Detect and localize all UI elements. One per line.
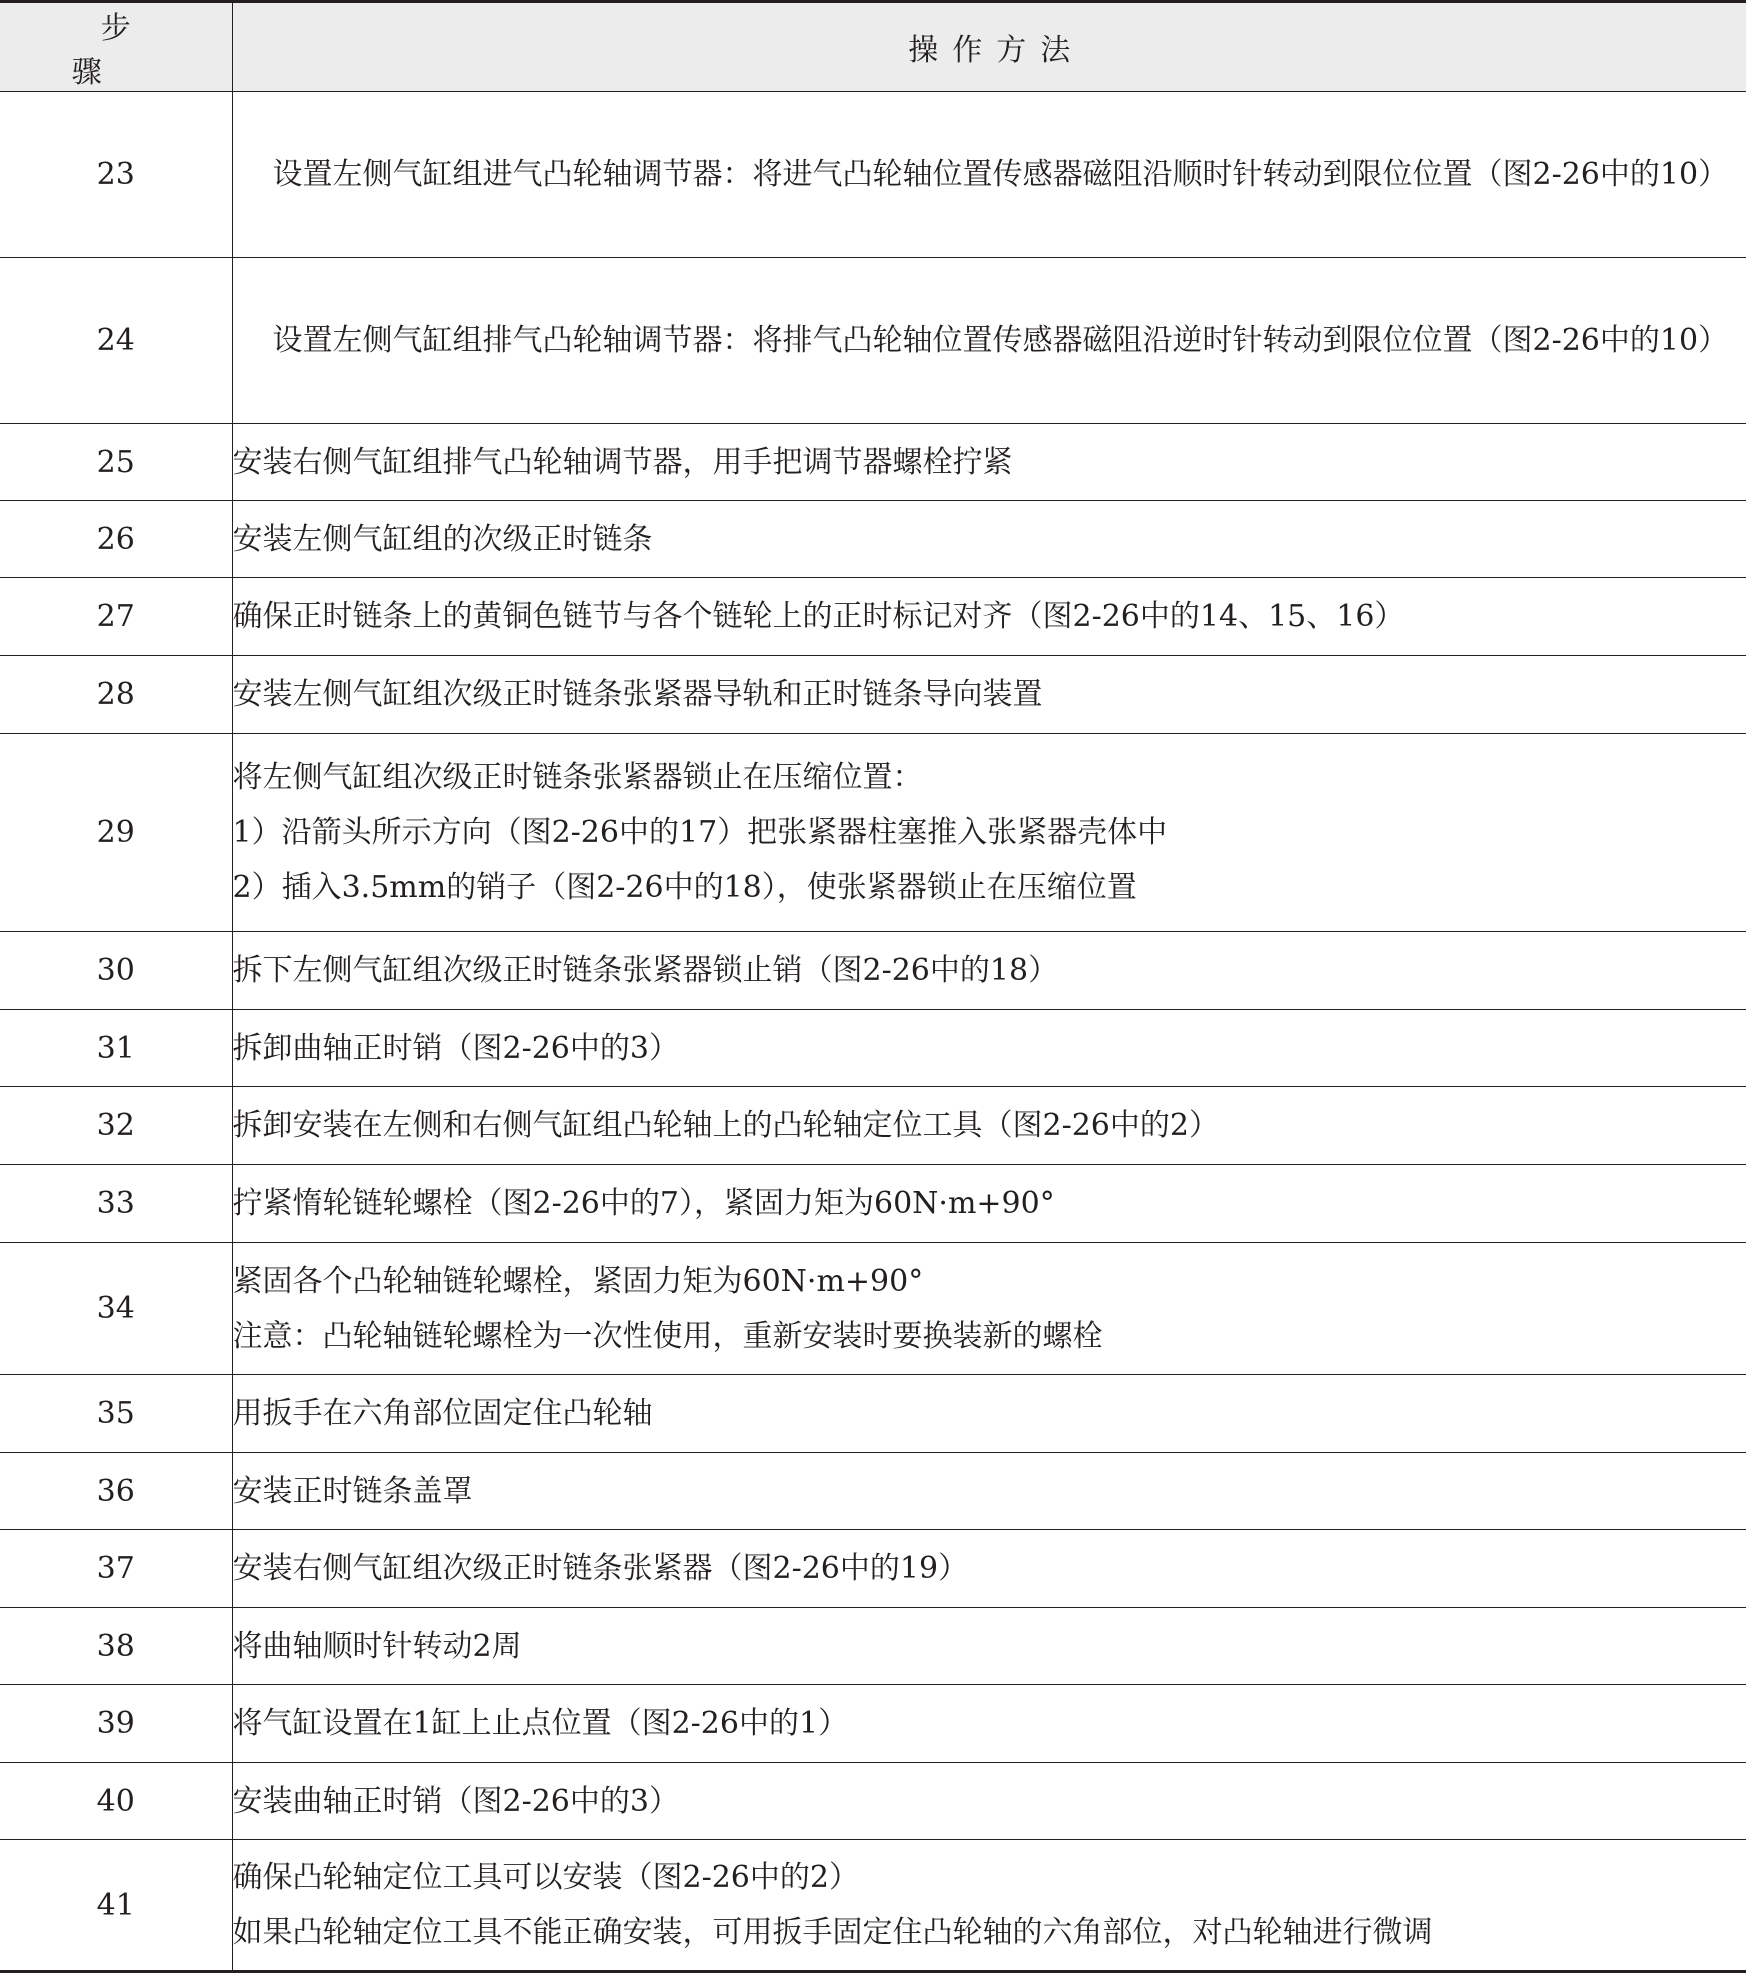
step-number: 31 — [0, 1010, 232, 1087]
table-row — [0, 734, 1746, 932]
step-number: 40 — [0, 1763, 232, 1840]
instruction-line: 安装右侧气缸组排气凸轮轴调节器，用手把调节器螺栓拧紧 — [233, 435, 1746, 490]
step-instruction — [232, 1010, 1746, 1087]
instruction-line: 1）沿箭头所示方向（图2-26中的17）把张紧器柱塞推入张紧器壳体中 — [233, 805, 1746, 860]
table-row — [0, 1840, 1746, 1972]
instruction-line: 安装右侧气缸组次级正时链条张紧器（图2-26中的19） — [233, 1541, 1746, 1596]
step-column-header: 步骤 — [0, 2, 232, 92]
table-row — [0, 1685, 1746, 1763]
step-instruction — [232, 656, 1746, 734]
step-number: 41 — [0, 1840, 232, 1972]
table-row — [0, 1608, 1746, 1685]
instruction-line: 拆卸曲轴正时销（图2-26中的3） — [233, 1021, 1746, 1076]
instruction-line: 拆下左侧气缸组次级正时链条张紧器锁止销（图2-26中的18） — [233, 943, 1746, 998]
step-number: 35 — [0, 1375, 232, 1453]
instruction-line: 拆卸安装在左侧和右侧气缸组凸轮轴上的凸轮轴定位工具（图2-26中的2） — [233, 1098, 1746, 1153]
step-number: 39 — [0, 1685, 232, 1763]
step-number: 23 — [0, 92, 232, 258]
table-row — [0, 932, 1746, 1010]
step-instruction — [232, 424, 1746, 501]
step-number: 29 — [0, 734, 232, 932]
step-number: 34 — [0, 1243, 232, 1375]
step-instruction — [232, 1608, 1746, 1685]
step-number: 26 — [0, 501, 232, 578]
step-instruction — [232, 1453, 1746, 1530]
step-number: 37 — [0, 1530, 232, 1608]
table-row — [0, 1243, 1746, 1375]
table-row — [0, 424, 1746, 501]
step-instruction — [232, 501, 1746, 578]
step-instruction — [232, 1840, 1746, 1972]
instruction-line: 安装左侧气缸组的次级正时链条 — [233, 512, 1746, 567]
instruction-line: 如果凸轮轴定位工具不能正确安装，可用扳手固定住凸轮轴的六角部位，对凸轮轴进行微调 — [233, 1905, 1746, 1960]
step-instruction — [232, 734, 1746, 932]
instruction-line: 确保凸轮轴定位工具可以安装（图2-26中的2） — [233, 1850, 1746, 1905]
table-row — [0, 92, 1746, 258]
table-row — [0, 1453, 1746, 1530]
caution-note: 注意：凸轮轴链轮螺栓为一次性使用，重新安装时要换装新的螺栓 — [233, 1309, 1746, 1364]
instruction-line: 安装曲轴正时销（图2-26中的3） — [233, 1774, 1746, 1829]
table-row — [0, 656, 1746, 734]
instruction-line: 将曲轴顺时针转动2周 — [233, 1619, 1746, 1674]
instruction-line: 将左侧气缸组次级正时链条张紧器锁止在压缩位置： — [233, 750, 1746, 805]
instruction-line: 设置左侧气缸组排气凸轮轴调节器：将排气凸轮轴位置传感器磁阻沿逆时针转动到限位位置（图2-26中的10） — [273, 323, 1729, 358]
instruction-line: 设置左侧气缸组进气凸轮轴调节器：将进气凸轮轴位置传感器磁阻沿顺时针转动到限位位置（图2-26中的10） — [273, 157, 1729, 192]
step-instruction — [232, 578, 1746, 656]
step-number: 38 — [0, 1608, 232, 1685]
step-number: 25 — [0, 424, 232, 501]
step-number: 27 — [0, 578, 232, 656]
step-number: 36 — [0, 1453, 232, 1530]
step-instruction — [232, 1685, 1746, 1763]
method-column-header: 操作方法 — [232, 2, 1746, 92]
instruction-line: 拧紧惰轮链轮螺栓（图2-26中的7），紧固力矩为60N·m+90° — [233, 1176, 1746, 1231]
table-row — [0, 1375, 1746, 1453]
table-row — [0, 1010, 1746, 1087]
table-header-row — [0, 2, 1746, 92]
step-number: 32 — [0, 1087, 232, 1165]
instruction-line: 用扳手在六角部位固定住凸轮轴 — [233, 1386, 1746, 1441]
instruction-line: 安装正时链条盖罩 — [233, 1464, 1746, 1519]
step-instruction — [232, 1087, 1746, 1165]
step-instruction — [232, 258, 1746, 424]
instruction-line: 紧固各个凸轮轴链轮螺栓，紧固力矩为60N·m+90° — [233, 1254, 1746, 1309]
table-row — [0, 1763, 1746, 1840]
table-row — [0, 1165, 1746, 1243]
instruction-line: 安装左侧气缸组次级正时链条张紧器导轨和正时链条导向装置 — [233, 667, 1746, 722]
step-number: 30 — [0, 932, 232, 1010]
table-row — [0, 258, 1746, 424]
table-row — [0, 501, 1746, 578]
step-instruction — [232, 1530, 1746, 1608]
instruction-line: 2）插入3.5mm的销子（图2-26中的18），使张紧器锁止在压缩位置 — [233, 860, 1746, 915]
step-number: 33 — [0, 1165, 232, 1243]
step-instruction — [232, 1165, 1746, 1243]
table-row — [0, 1087, 1746, 1165]
step-number: 24 — [0, 258, 232, 424]
instruction-line: 将气缸设置在1缸上止点位置（图2-26中的1） — [233, 1696, 1746, 1751]
step-instruction — [232, 1243, 1746, 1375]
step-instruction — [232, 1763, 1746, 1840]
instruction-line: 确保正时链条上的黄铜色链节与各个链轮上的正时标记对齐（图2-26中的14、15、16） — [233, 589, 1746, 644]
step-instruction — [232, 1375, 1746, 1453]
table-row — [0, 578, 1746, 656]
step-instruction — [232, 92, 1746, 258]
step-number: 28 — [0, 656, 232, 734]
step-instruction — [232, 932, 1746, 1010]
table-row — [0, 1530, 1746, 1608]
